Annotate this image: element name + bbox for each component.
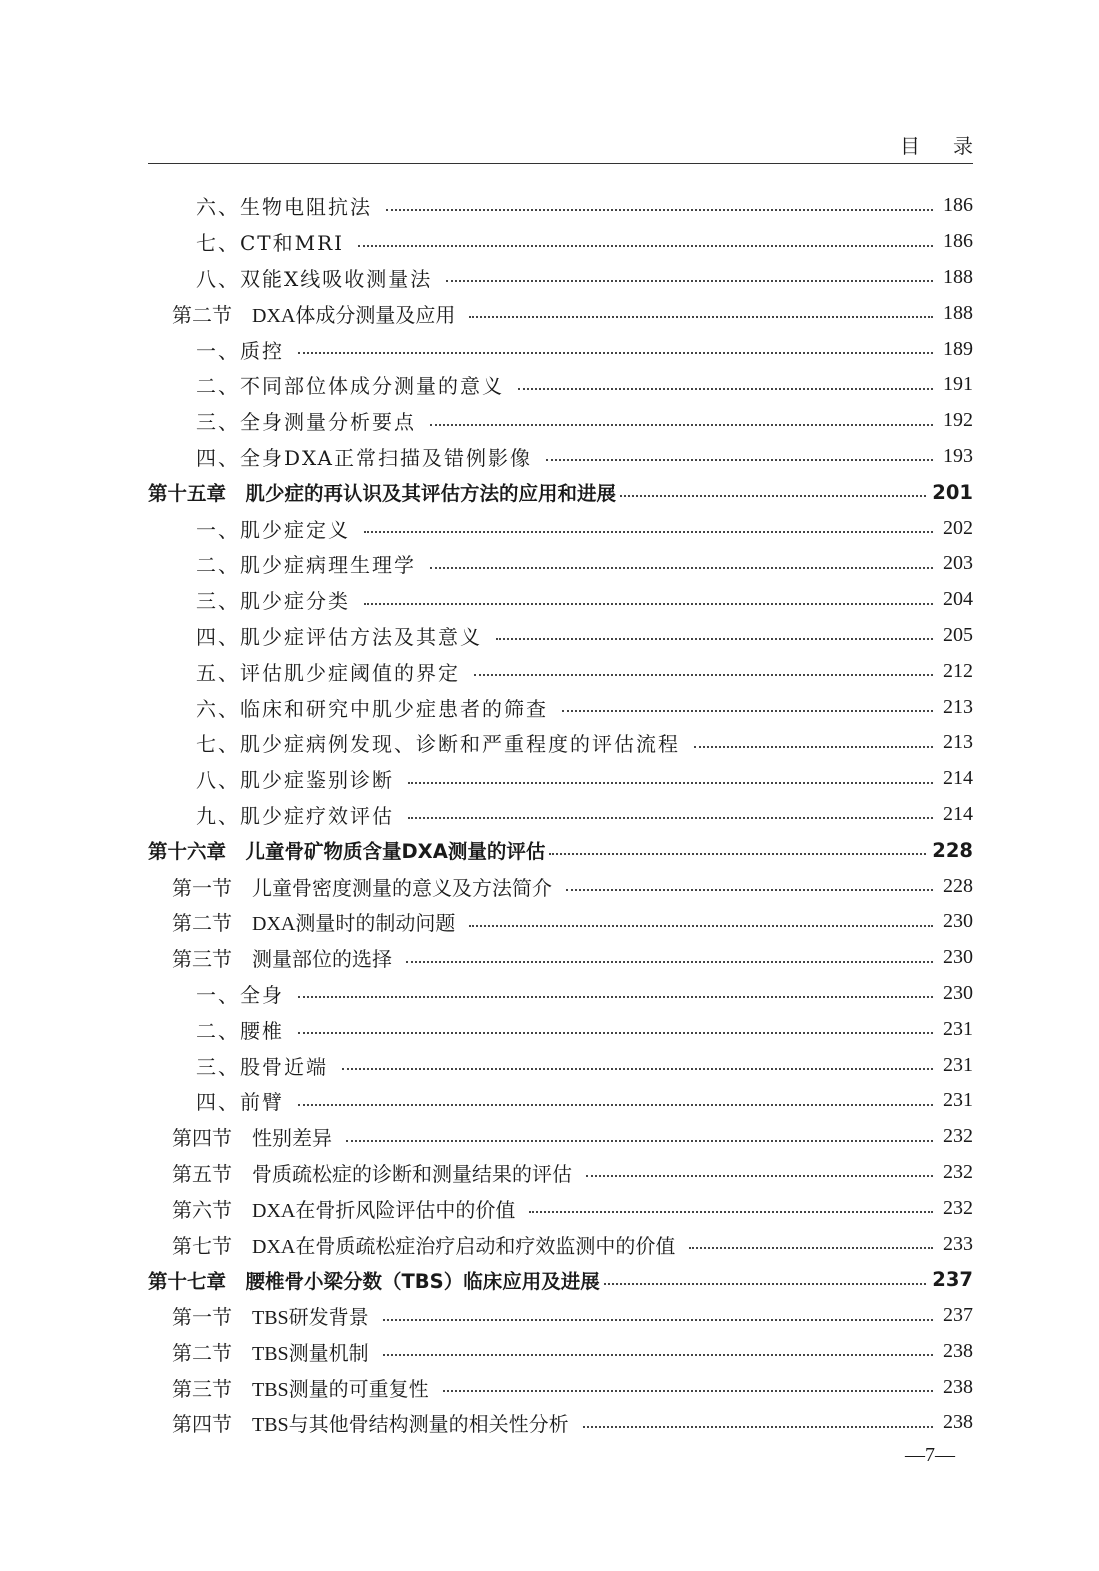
toc-dot-leader bbox=[529, 1211, 933, 1213]
toc-entry-label: 第一节 儿童骨密度测量的意义及方法简介 bbox=[172, 877, 552, 900]
toc-dot-leader bbox=[364, 531, 933, 533]
toc-entry-label: 一、质控 bbox=[196, 338, 284, 363]
toc-dot-leader bbox=[694, 746, 933, 748]
toc-entry-page: 201 bbox=[932, 480, 973, 504]
toc-entry-label: 一、全身 bbox=[196, 982, 284, 1007]
header-rule bbox=[148, 163, 973, 164]
toc-entry-label: 二、肌少症病理生理学 bbox=[196, 553, 416, 578]
toc-entry-label: 第十七章 腰椎骨小梁分数（TBS）临床应用及进展 bbox=[148, 1269, 600, 1293]
toc-entry-item[interactable] bbox=[148, 403, 973, 439]
toc-dot-leader bbox=[298, 352, 933, 354]
toc-dot-leader bbox=[469, 316, 933, 318]
toc-entry-section[interactable] bbox=[148, 295, 973, 331]
toc-entry-label: 四、肌少症评估方法及其意义 bbox=[196, 624, 482, 649]
toc-entry-section[interactable] bbox=[148, 1190, 973, 1226]
toc-dot-leader bbox=[342, 1068, 933, 1070]
toc-entry-section[interactable] bbox=[148, 904, 973, 940]
toc-entry-section[interactable] bbox=[148, 1119, 973, 1155]
toc-entry-label: 七、肌少症病例发现、诊断和严重程度的评估流程 bbox=[196, 732, 680, 757]
toc-dot-leader bbox=[383, 1354, 933, 1356]
toc-entry-page: 213 bbox=[943, 731, 973, 754]
toc-entry-section[interactable] bbox=[148, 1369, 973, 1405]
toc-entry-label: 五、评估肌少症阈值的界定 bbox=[196, 660, 460, 685]
toc-dot-leader bbox=[408, 782, 933, 784]
toc-entry-label: 第四节 性别差异 bbox=[172, 1128, 332, 1151]
toc-entry-item[interactable] bbox=[148, 618, 973, 654]
toc-entry-item[interactable] bbox=[148, 546, 973, 582]
toc-entry-chapter[interactable] bbox=[148, 832, 973, 868]
toc-entry-page: 231 bbox=[943, 1017, 973, 1040]
toc-entry-page: 189 bbox=[943, 337, 973, 360]
toc-entry-label: 第五节 骨质疏松症的诊断和测量结果的评估 bbox=[172, 1163, 572, 1186]
toc-entry-page: 231 bbox=[943, 1089, 973, 1112]
toc-entry-page: 238 bbox=[943, 1375, 973, 1398]
toc-entry-page: 228 bbox=[943, 874, 973, 897]
toc-entry-label: 四、前臂 bbox=[196, 1090, 284, 1115]
toc-entry-item[interactable] bbox=[148, 260, 973, 296]
toc-entry-item[interactable] bbox=[148, 1083, 973, 1119]
toc-entry-label: 八、双能X线吸收测量法 bbox=[196, 266, 433, 291]
toc-entry-page: 204 bbox=[943, 588, 973, 611]
toc-entry-page: 232 bbox=[943, 1125, 973, 1148]
toc-entry-label: 第二节 DXA测量时的制动问题 bbox=[172, 913, 456, 936]
toc-dot-leader bbox=[358, 245, 933, 247]
toc-dot-leader bbox=[408, 817, 933, 819]
toc-entry-page: 232 bbox=[943, 1160, 973, 1183]
toc-entry-item[interactable] bbox=[148, 653, 973, 689]
toc-dot-leader bbox=[346, 1140, 933, 1142]
toc-entry-item[interactable] bbox=[148, 1047, 973, 1083]
toc-entry-page: 238 bbox=[943, 1411, 973, 1434]
toc-entry-item[interactable] bbox=[148, 725, 973, 761]
toc-dot-leader bbox=[364, 603, 933, 605]
toc-entry-section[interactable] bbox=[148, 1405, 973, 1441]
toc-entry-label: 第十六章 儿童骨矿物质含量DXA测量的评估 bbox=[148, 840, 546, 864]
toc-dot-leader bbox=[496, 638, 933, 640]
toc-entry-page: 233 bbox=[943, 1232, 973, 1255]
toc-entry-item[interactable] bbox=[148, 761, 973, 797]
toc-entry-item[interactable] bbox=[148, 510, 973, 546]
toc-dot-leader bbox=[562, 710, 933, 712]
toc-entry-page: 214 bbox=[943, 767, 973, 790]
toc-entry-section[interactable] bbox=[148, 940, 973, 976]
toc-entry-label: 三、全身测量分析要点 bbox=[196, 410, 416, 435]
toc-dot-leader bbox=[518, 388, 933, 390]
toc-entry-page: 188 bbox=[943, 265, 973, 288]
toc-entry-label: 二、不同部位体成分测量的意义 bbox=[196, 374, 504, 399]
toc-dot-leader bbox=[586, 1175, 933, 1177]
toc-dot-leader bbox=[604, 1283, 927, 1285]
toc-dot-leader bbox=[474, 674, 933, 676]
toc-entry-page: 237 bbox=[932, 1268, 973, 1292]
toc-entry-item[interactable] bbox=[148, 367, 973, 403]
toc-entry-label: 六、临床和研究中肌少症患者的筛查 bbox=[196, 696, 548, 721]
toc-entry-page: 193 bbox=[943, 444, 973, 467]
toc-entry-label: 三、肌少症分类 bbox=[196, 589, 350, 614]
toc-entry-item[interactable] bbox=[148, 1011, 973, 1047]
toc-entry-item[interactable] bbox=[148, 224, 973, 260]
toc-entry-label: 第三节 TBS测量的可重复性 bbox=[172, 1378, 429, 1401]
toc-dot-leader bbox=[443, 1390, 933, 1392]
toc-entry-section[interactable] bbox=[148, 1155, 973, 1191]
toc-entry-page: 231 bbox=[943, 1053, 973, 1076]
toc-entry-item[interactable] bbox=[148, 439, 973, 475]
toc-entry-label: 七、CT和MRI bbox=[196, 231, 345, 256]
toc-entry-label: 四、全身DXA正常扫描及错例影像 bbox=[196, 445, 533, 470]
toc-dot-leader bbox=[406, 961, 933, 963]
toc-entry-page: 230 bbox=[943, 981, 973, 1004]
toc-entry-page: 230 bbox=[943, 946, 973, 969]
toc-entry-label: 第七节 DXA在骨质疏松症治疗启动和疗效监测中的价值 bbox=[172, 1235, 676, 1258]
toc-entry-page: 238 bbox=[943, 1339, 973, 1362]
toc-entry-item[interactable] bbox=[148, 331, 973, 367]
toc-entry-label: 第二节 DXA体成分测量及应用 bbox=[172, 304, 456, 327]
toc-entry-page: 186 bbox=[943, 194, 973, 217]
toc-entry-page: 192 bbox=[943, 409, 973, 432]
toc-dot-leader bbox=[430, 424, 933, 426]
page-header-title: 目录 bbox=[900, 134, 1006, 158]
toc-dot-leader bbox=[546, 459, 933, 461]
toc-dot-leader bbox=[298, 1104, 933, 1106]
toc-entry-label: 九、肌少症疗效评估 bbox=[196, 803, 394, 828]
toc-entry-page: 213 bbox=[943, 695, 973, 718]
toc-entry-chapter[interactable] bbox=[148, 474, 973, 510]
toc-entry-section[interactable] bbox=[148, 1334, 973, 1370]
toc-entry-page: 186 bbox=[943, 230, 973, 253]
toc-entry-item[interactable] bbox=[148, 689, 973, 725]
toc-dot-leader bbox=[583, 1426, 933, 1428]
toc-dot-leader bbox=[620, 495, 926, 497]
toc-dot-leader bbox=[689, 1247, 933, 1249]
toc-dot-leader bbox=[298, 996, 933, 998]
toc-entry-item[interactable] bbox=[148, 188, 973, 224]
toc-entry-page: 203 bbox=[943, 552, 973, 575]
toc-entry-label: 第十五章 肌少症的再认识及其评估方法的应用和进展 bbox=[148, 482, 617, 506]
toc-dot-leader bbox=[566, 889, 933, 891]
toc-entry-item[interactable] bbox=[148, 582, 973, 618]
toc-entry-page: 237 bbox=[943, 1304, 973, 1327]
toc-entry-label: 第一节 TBS研发背景 bbox=[172, 1307, 369, 1330]
toc-entry-item[interactable] bbox=[148, 797, 973, 833]
toc-entry-item[interactable] bbox=[148, 976, 973, 1012]
toc-dot-leader bbox=[446, 280, 933, 282]
toc-dot-leader bbox=[430, 567, 933, 569]
toc-entry-page: 205 bbox=[943, 623, 973, 646]
toc-entry-label: 第三节 测量部位的选择 bbox=[172, 949, 392, 972]
toc-entry-label: 一、肌少症定义 bbox=[196, 517, 350, 542]
toc-entry-page: 232 bbox=[943, 1196, 973, 1219]
toc-dot-leader bbox=[298, 1032, 933, 1034]
toc-entry-label: 第六节 DXA在骨折风险评估中的价值 bbox=[172, 1199, 516, 1222]
toc-entry-page: 212 bbox=[943, 659, 973, 682]
toc-entry-label: 第四节 TBS与其他骨结构测量的相关性分析 bbox=[172, 1414, 569, 1437]
page-number: —7— bbox=[905, 1444, 955, 1466]
toc-entry-label: 第二节 TBS测量机制 bbox=[172, 1342, 369, 1365]
toc-entry-page: 214 bbox=[943, 802, 973, 825]
toc-dot-leader bbox=[469, 925, 933, 927]
toc-dot-leader bbox=[386, 209, 933, 211]
toc-entry-chapter[interactable] bbox=[148, 1262, 973, 1298]
toc-entry-label: 六、生物电阻抗法 bbox=[196, 195, 372, 220]
toc-entry-label: 三、股骨近端 bbox=[196, 1054, 328, 1079]
toc-entry-page: 191 bbox=[943, 373, 973, 396]
toc-entry-label: 八、肌少症鉴别诊断 bbox=[196, 768, 394, 793]
toc-entry-section[interactable] bbox=[148, 1298, 973, 1334]
toc-dot-leader bbox=[549, 853, 926, 855]
toc-entry-page: 228 bbox=[932, 838, 973, 862]
toc-entry-page: 188 bbox=[943, 301, 973, 324]
toc-entry-section[interactable] bbox=[148, 868, 973, 904]
toc-entry-label: 二、腰椎 bbox=[196, 1018, 284, 1043]
toc-dot-leader bbox=[383, 1319, 933, 1321]
toc-entry-section[interactable] bbox=[148, 1226, 973, 1262]
table-of-contents bbox=[148, 188, 973, 1441]
toc-entry-page: 202 bbox=[943, 516, 973, 539]
toc-entry-page: 230 bbox=[943, 910, 973, 933]
